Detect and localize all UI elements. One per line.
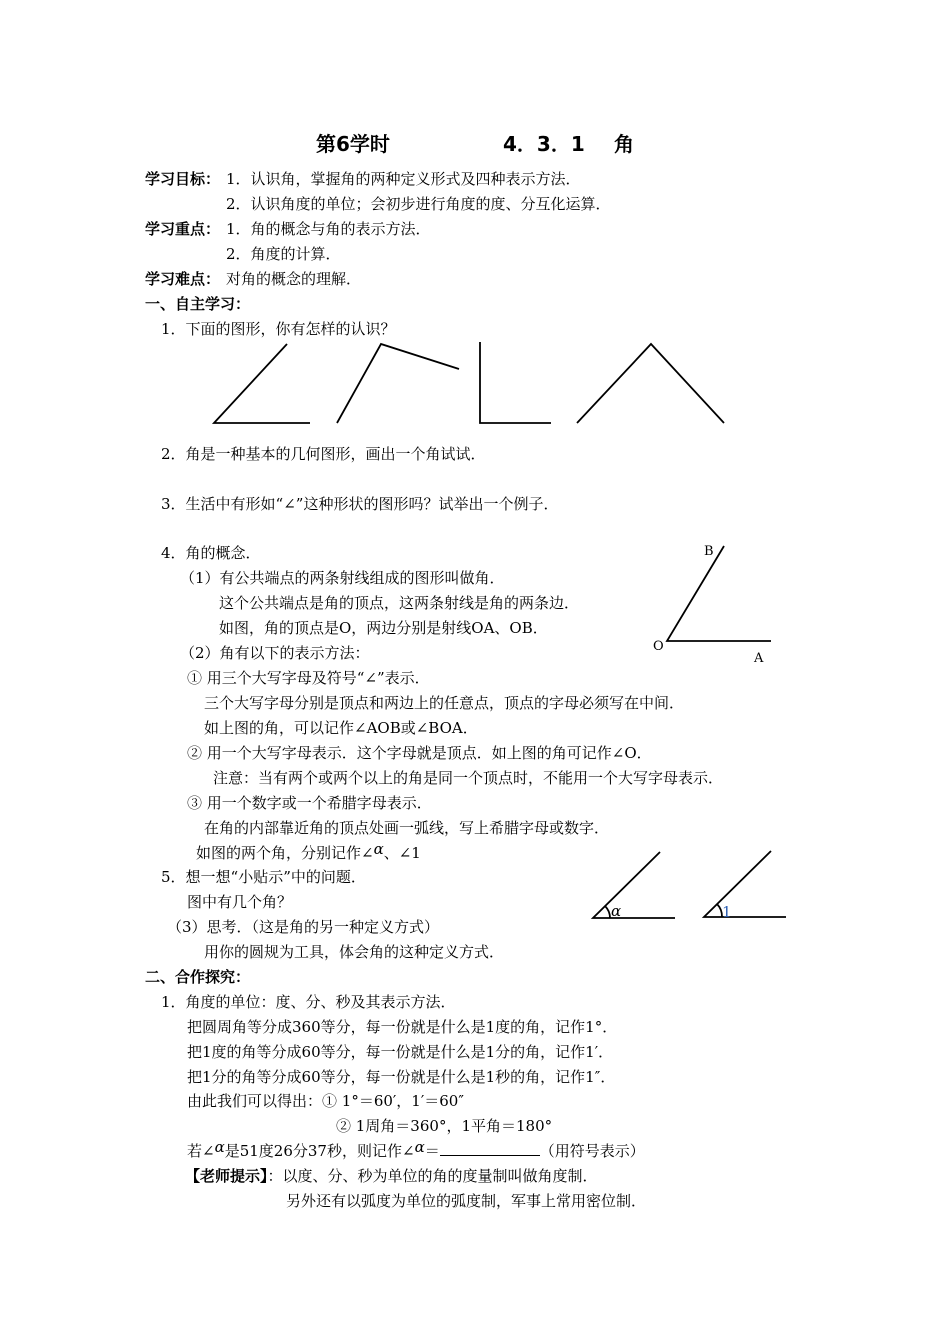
question-5a: 图中有几个角？: [187, 893, 293, 911]
keypoint-item: 2．角度的计算．: [226, 245, 341, 263]
goals-label: 学习目标：: [145, 170, 221, 188]
goal-item: 2．认识角度的单位；会初步进行角度的度、分互化运算．: [226, 195, 611, 213]
keypoints-label: 学习重点：: [145, 220, 221, 238]
units-1a: 把圆周角等分成360等分，每一份就是什么是1度的角，记作1°．: [187, 1018, 618, 1036]
concept-3: （3）思考．（这是角的另一种定义方式）: [167, 918, 440, 936]
method-2: ② 用一个大写字母表示．这个字母就是顶点．如上图的角可记作∠O．: [187, 744, 652, 762]
method-2-note: 注意：当有两个或两个以上的角是同一个顶点时，不能用一个大写字母表示．: [213, 769, 724, 787]
concept-1: （1）有公共端点的两条射线组成的图形叫做角．: [180, 569, 505, 587]
question-5: 5．想一想“小贴示”中的问题．: [161, 868, 366, 886]
alpha-symbol: α: [214, 1138, 225, 1156]
units-1b: 把1度的角等分成60等分，每一份就是什么是1分的角，记作1′．: [187, 1043, 614, 1061]
figure-angle-1-labeled: [704, 851, 786, 917]
units-1f-mid: 是51度26分37秒，则记作∠: [224, 1142, 415, 1160]
lesson-number: 第6学时: [316, 132, 390, 156]
keypoint-item: 1．角的概念与角的表示方法．: [226, 220, 431, 238]
part1-heading: 一、自主学习：: [145, 295, 251, 313]
label-o: O: [653, 639, 664, 654]
units-1: 1．角度的单位：度、分、秒及其表示方法．: [161, 993, 456, 1011]
figure-angle-4: [577, 344, 724, 423]
alpha-symbol: α: [373, 840, 384, 858]
label-one: 1: [722, 903, 732, 921]
teacher-tip-text: ：以度、分、秒为单位的角的度量制叫做角度制．: [267, 1167, 598, 1185]
page-title: 角: [614, 132, 634, 156]
difficulty-label: 学习难点：: [145, 270, 221, 288]
concept-1b: 如图，角的顶点是O，两边分别是射线OA、OB．: [219, 619, 548, 637]
alpha-symbol: α: [414, 1138, 425, 1156]
goal-item: 1．认识角，掌握角的两种定义形式及四种表示方法．: [226, 170, 581, 188]
figure-angle-alpha: [593, 852, 675, 918]
figure-angle-2: [337, 344, 459, 423]
units-1f-pre: 若∠: [187, 1142, 215, 1160]
units-1c: 把1分的角等分成60等分，每一份就是什么是1秒的角，记作1″．: [187, 1068, 616, 1086]
method-3b-post: 、∠1: [383, 844, 421, 862]
method-3: ③ 用一个数字或一个希腊字母表示．: [187, 794, 432, 812]
label-b: B: [704, 544, 714, 559]
concept-3a: 用你的圆规为工具，体会角的这种定义方式．: [204, 943, 505, 961]
concept-2: （2）角有以下的表示方法：: [180, 644, 370, 662]
question-3: 3．生活中有形如“∠”这种形状的图形吗？试举出一个例子．: [161, 495, 559, 513]
figure-arc-alpha: [605, 906, 610, 918]
method-1: ① 用三个大写字母及符号“∠”表示．: [187, 669, 430, 687]
method-3b-pre: 如图的两个角，分别记作∠: [196, 844, 374, 862]
figure-angle-1: [214, 344, 310, 423]
label-alpha: α: [611, 902, 622, 920]
teacher-tip-2: 另外还有以弧度为单位的弧度制，军事上常用密位制．: [286, 1192, 647, 1210]
question-2: 2．角是一种基本的几何图形，画出一个角试试．: [161, 445, 486, 463]
units-1d: 由此我们可以得出：① 1°＝60′，1′＝60″: [187, 1092, 464, 1110]
difficulty-text: 对角的概念的理解．: [226, 270, 362, 288]
label-a: A: [754, 651, 764, 666]
method-1a: 三个大写字母分别是顶点和两边上的任意点，顶点的字母必须写在中间．: [204, 694, 685, 712]
figure-angle-3: [480, 342, 551, 423]
units-1e: ② 1周角＝360°，1平角＝180°: [336, 1117, 553, 1135]
units-1f-post: （用符号表示）: [539, 1142, 645, 1160]
part2-heading: 二、合作探究：: [145, 968, 251, 986]
method-3a: 在角的内部靠近角的顶点处画一弧线，写上希腊字母或数字．: [204, 819, 610, 837]
concept-1a: 这个公共端点是角的顶点，这两条射线是角的两条边．: [219, 594, 580, 612]
figure-angle-aob: [667, 546, 771, 641]
section-number: 4．3．1: [503, 132, 585, 156]
question-4: 4．角的概念．: [161, 544, 261, 562]
question-1: 1．下面的图形，你有怎样的认识？: [161, 320, 396, 338]
units-1f-eq: ＝: [424, 1142, 440, 1160]
method-1b: 如上图的角，可以记作∠AOB或∠BOA．: [204, 719, 478, 737]
teacher-tip-label: 【老师提示】: [185, 1167, 268, 1185]
